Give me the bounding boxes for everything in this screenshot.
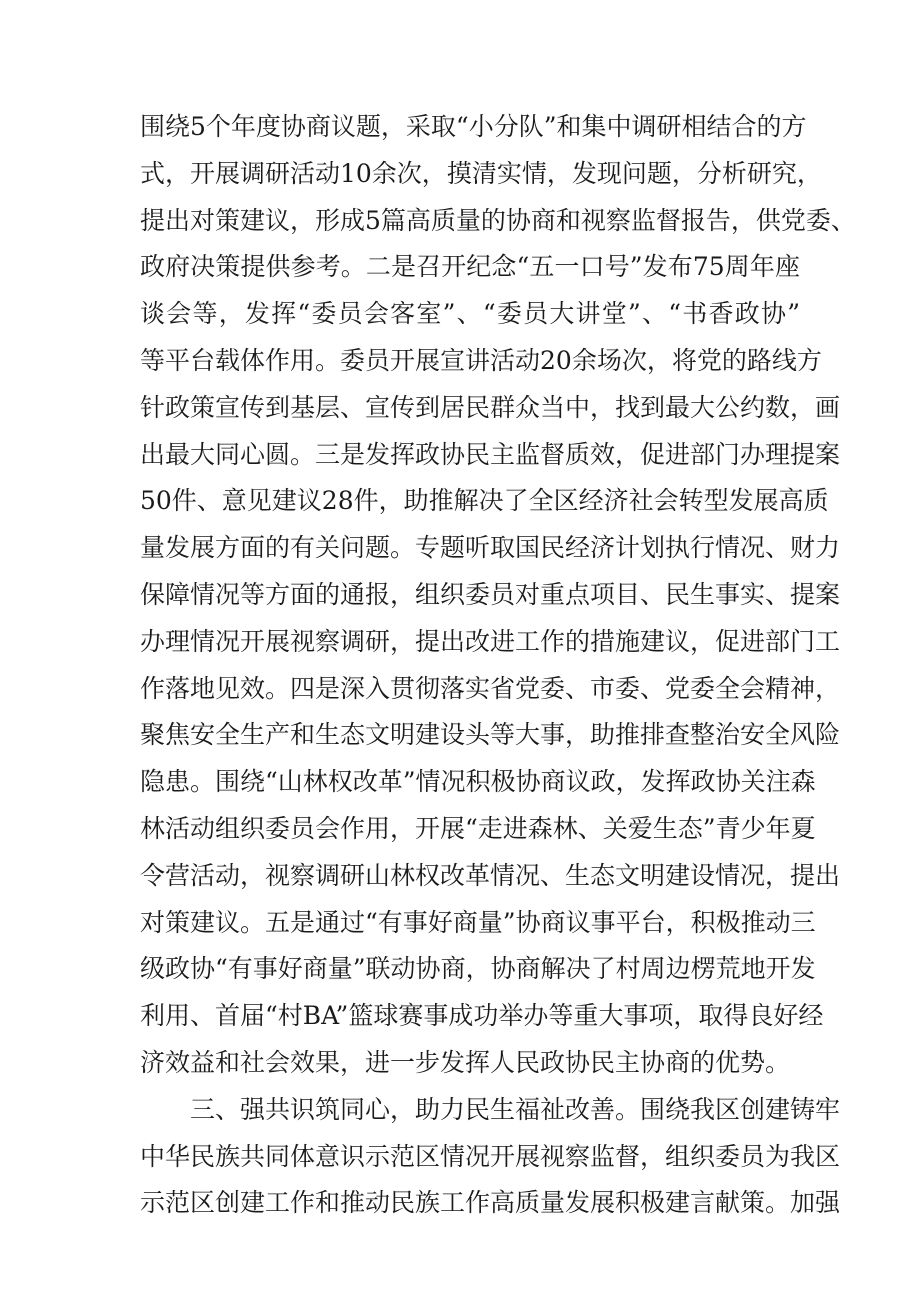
text-line: 围绕5个年度协商议题，采取“小分队”和集中调研相结合的方: [140, 112, 807, 141]
text-line: 政府决策提供参考。二是召开纪念“五一口号”发布75周年座: [140, 252, 800, 282]
text-line: 保障情况等方面的通报，组织委员对重点项目、民生事实、提案: [140, 579, 841, 609]
text-line: 示范区创建工作和推动民族工作高质量发展积极建言献策。加强: [140, 1188, 841, 1218]
text-line: 提出对策建议，形成5篇高质量的协商和视察监督报告，供党委、: [140, 205, 856, 235]
paragraph-1: [140, 104, 856, 1087]
text-line: 三、强共识筑同心，助力民生福祉改善。围绕我区创建铸牢: [190, 1094, 841, 1124]
text-line: 令营活动，视察调研山林权改革情况、生态文明建设情况，提出: [140, 860, 841, 890]
text-line: 式，开展调研活动10余次，摸清实情，发现问题，分析研究，: [140, 158, 822, 188]
text-line: 对策建议。五是通过“有事好商量”协商议事平台，积极推动三: [140, 907, 816, 937]
text-line: 济效益和社会效果，进一步发挥人民政协民主协商的优势。: [140, 1047, 791, 1077]
text-line: 谈会等，发挥“委员会客室”、“委员大讲堂”、“书香政协”: [140, 299, 800, 329]
text-line: 级政协“有事好商量”联动协商，协商解决了村周边楞荒地开发: [140, 954, 816, 984]
text-line: 作落地见效。四是深入贯彻落实省党委、市委、党委全会精神，: [140, 673, 841, 703]
paragraph-2: [140, 1087, 841, 1227]
text-line: 聚焦安全生产和生态文明建设头等大事，助推排查整治安全风险: [140, 720, 841, 750]
text-line: 量发展方面的有关问题。专题听取国民经济计划执行情况、财力: [140, 533, 841, 563]
text-line: 隐患。围绕“山林权改革”情况积极协商议政，发挥政协关注森: [140, 767, 816, 797]
text-line: 出最大同心圆。三是发挥政协民主监督质效，促进部门办理提案: [140, 439, 841, 469]
document-body: [140, 104, 856, 1227]
text-line: 利用、首届“村BA”篮球赛事成功举办等重大事项，取得良好经: [140, 1001, 824, 1031]
text-line: 等平台载体作用。委员开展宣讲活动20余场次，将党的路线方: [140, 345, 822, 375]
text-line: 中华民族共同体意识示范区情况开展视察监督，组织委员为我区: [140, 1141, 841, 1171]
text-line: 50件、意见建议28件，助推解决了全区经济社会转型发展高质: [140, 486, 829, 516]
text-line: 针政策宣传到基层、宣传到居民群众当中，找到最大公约数，画: [140, 392, 841, 422]
text-line: 林活动组织委员会作用，开展“走进森林、关爱生态”青少年夏: [140, 813, 816, 843]
text-line: 办理情况开展视察调研，提出改进工作的措施建议，促进部门工: [140, 626, 841, 656]
